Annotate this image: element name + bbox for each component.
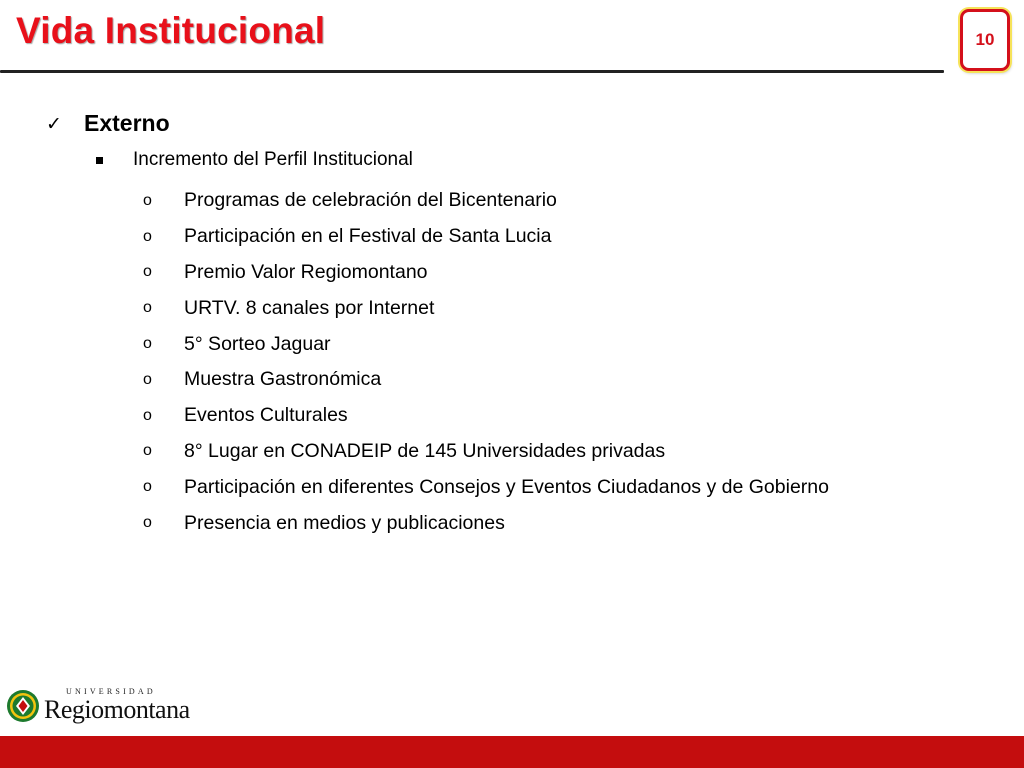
sub-bullet-text: Eventos Culturales (184, 404, 348, 427)
sub-bullet-text: Premio Valor Regiomontano (184, 260, 428, 283)
university-seal-icon (6, 689, 40, 723)
sub-bullet-item (143, 434, 829, 470)
sub-bullet-text: Muestra Gastronómica (184, 368, 382, 391)
sub-bullet-text: Participación en diferentes Consejos y Eventos Ciudadanos y de Gobierno (184, 475, 829, 498)
level1-label: Externo (84, 110, 170, 136)
sub-bullet-item (143, 362, 829, 398)
sub-bullet-text: URTV. 8 canales por Internet (184, 296, 435, 319)
university-logo (6, 688, 190, 723)
sub-bullet-text: Participación en el Festival de Santa Lucia (184, 225, 552, 248)
sub-bullet-item (143, 398, 829, 434)
outline-level2 (96, 149, 413, 171)
circle-bullet-icon: o (143, 191, 152, 209)
sub-bullet-item (143, 505, 829, 541)
sub-bullet-text: 5° Sorteo Jaguar (184, 332, 331, 355)
page-number: 10 (975, 30, 995, 49)
level2-label: Incremento del Perfil Institucional (133, 149, 413, 170)
logo-top-text: UNIVERSIDAD (66, 687, 156, 696)
circle-bullet-icon: o (143, 514, 152, 532)
sub-bullet-item (143, 326, 829, 362)
sub-bullet-text: Programas de celebración del Bicentenario (184, 189, 557, 212)
sub-bullet-text: 8° Lugar en CONADEIP de 145 Universidades privadas (184, 439, 666, 462)
logo-name: Regiomontana (44, 695, 190, 724)
circle-bullet-icon: o (143, 478, 152, 496)
circle-bullet-icon: o (143, 406, 152, 424)
outline-level1 (46, 110, 170, 137)
circle-bullet-icon: o (143, 263, 152, 281)
sub-bullet-item (143, 469, 829, 505)
circle-bullet-icon: o (143, 299, 152, 317)
sub-bullet-text: Presencia en medios y publicaciones (184, 511, 505, 534)
circle-bullet-icon: o (143, 227, 152, 245)
circle-bullet-icon: o (143, 370, 152, 388)
slide-title: Vida Institucional (16, 10, 326, 51)
square-bullet-icon (96, 157, 103, 164)
checkmark-icon: ✓ (46, 112, 62, 135)
circle-bullet-icon: o (143, 442, 152, 460)
sub-bullet-item (143, 219, 829, 255)
sub-bullet-item (143, 290, 829, 326)
sub-bullet-list (143, 183, 829, 541)
footer-bar (0, 736, 1024, 768)
circle-bullet-icon: o (143, 335, 152, 353)
title-divider (0, 70, 944, 73)
sub-bullet-item (143, 255, 829, 291)
sub-bullet-item (143, 183, 829, 219)
page-number-badge (960, 9, 1010, 71)
